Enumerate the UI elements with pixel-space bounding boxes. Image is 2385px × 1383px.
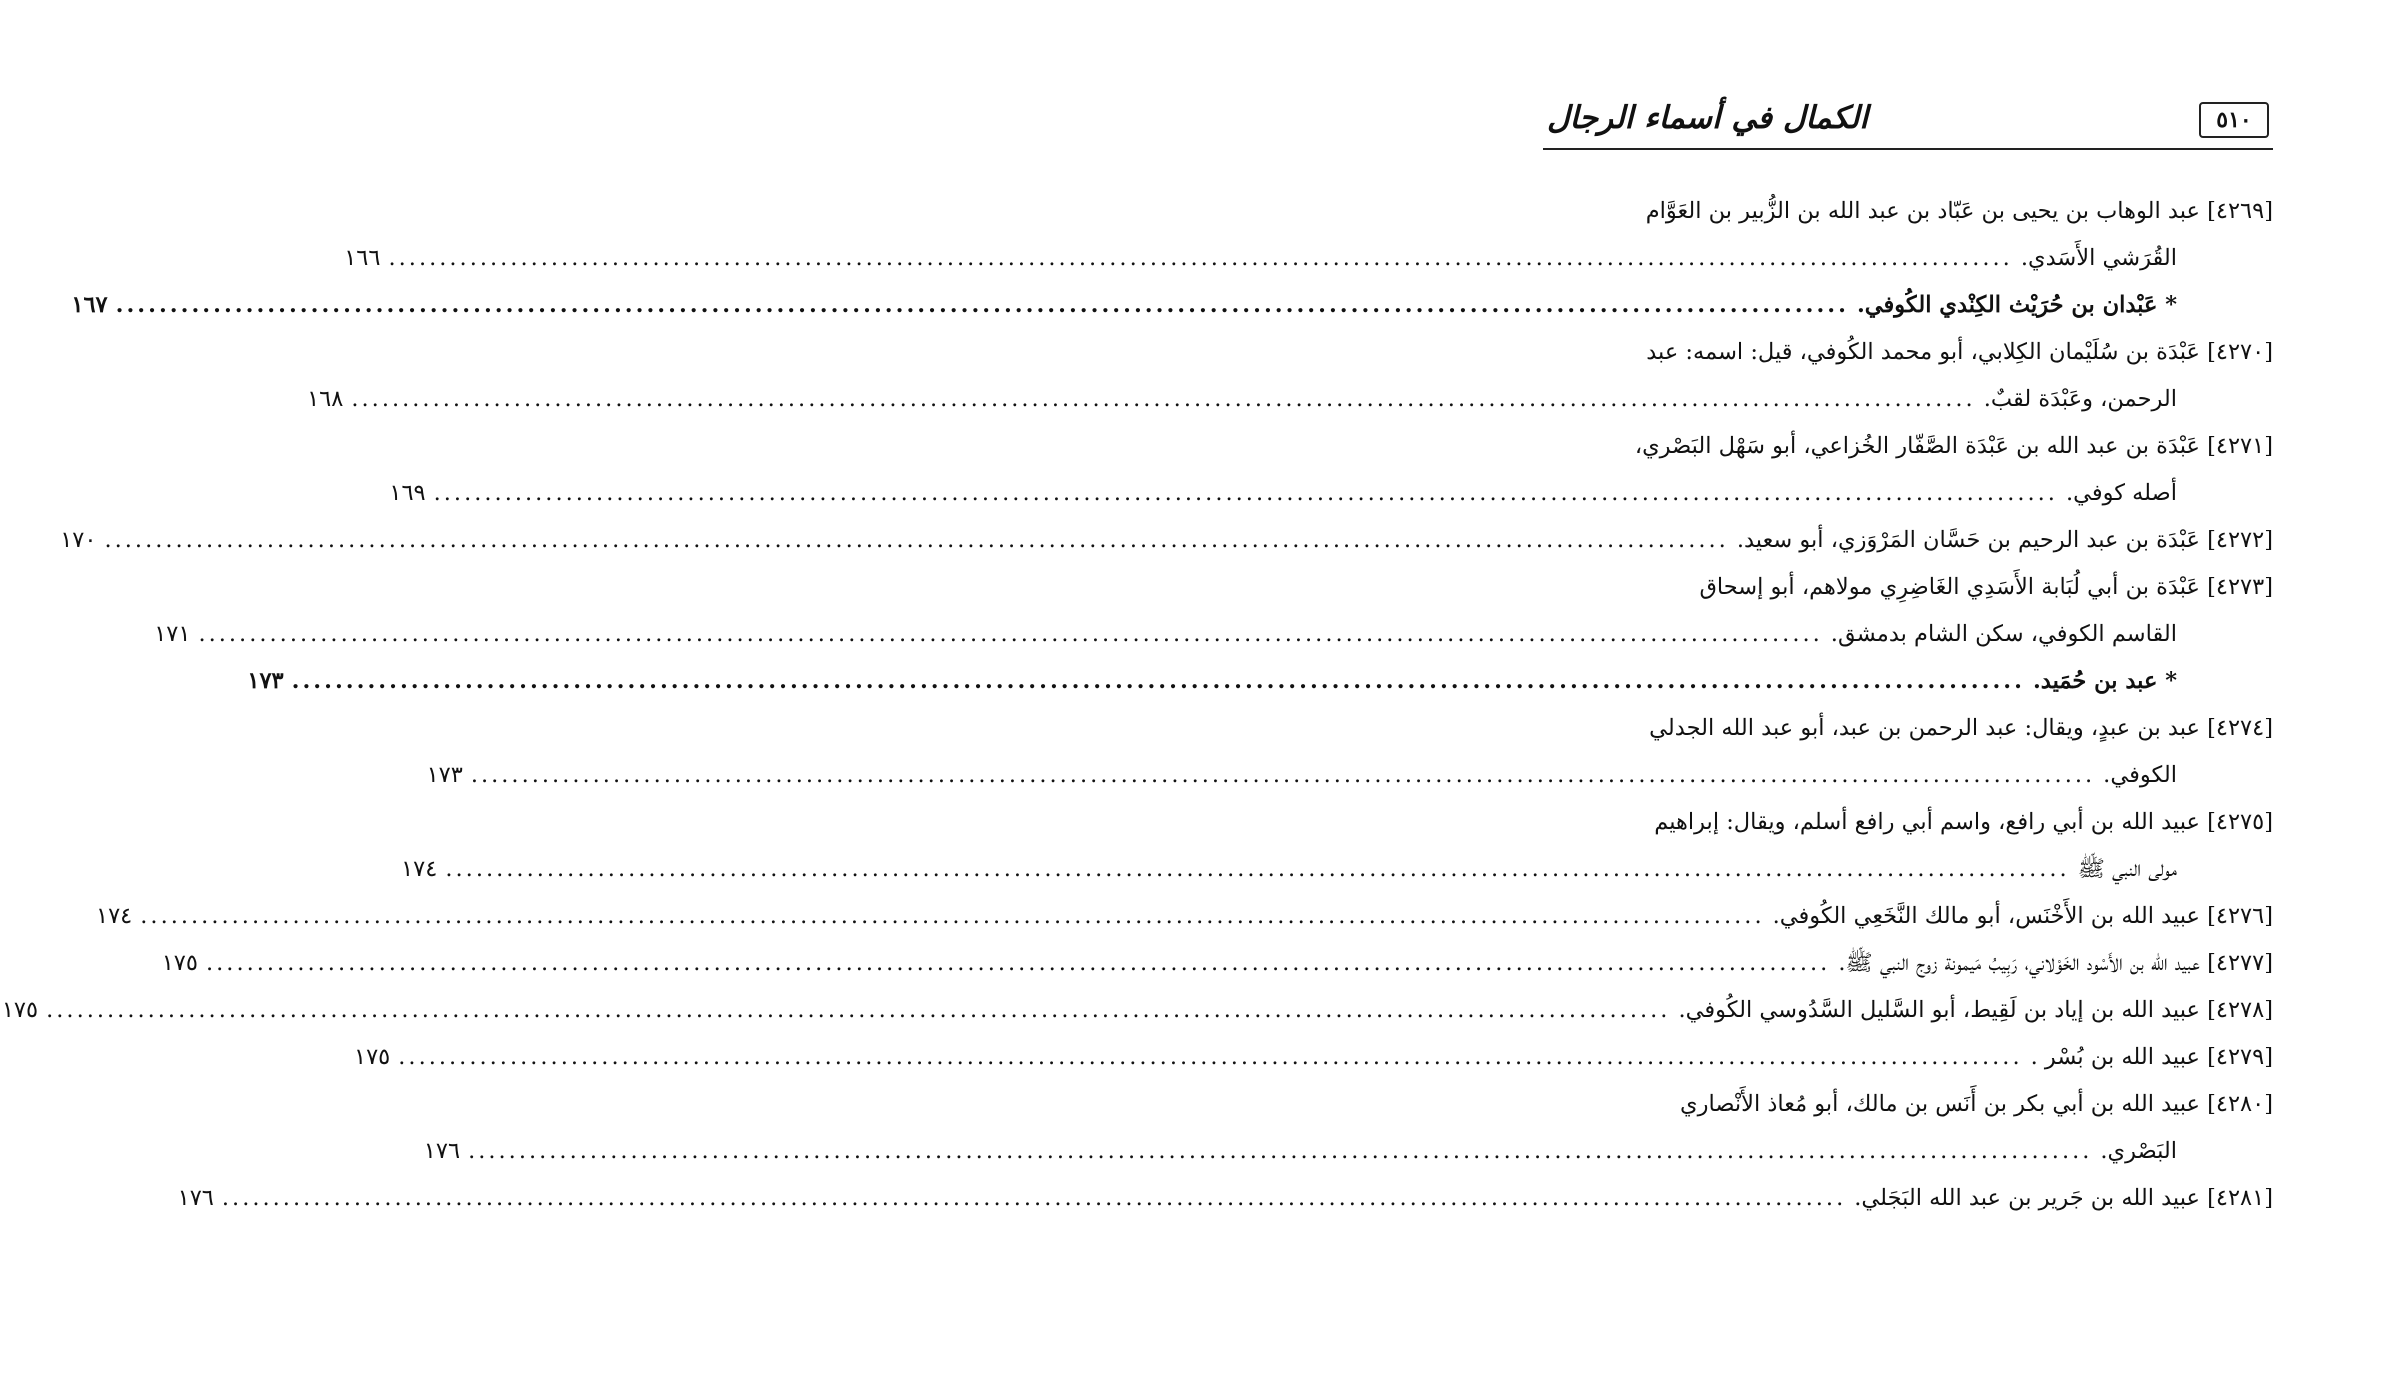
index-line — [1531, 564, 2273, 611]
leader-dots: ................................................................................................................................................................ — [398, 1044, 2023, 1070]
entry-text: * عَبْدان بن حُرَيْث الكِنْدي الكُوفي. — [1856, 292, 2177, 318]
page-number-box — [2199, 102, 2269, 138]
header-rule — [1543, 148, 2273, 150]
entry-text: الرحمن، وعَبْدَة لقبٌ. — [1983, 386, 2177, 412]
entry-text: * عبد بن حُمَيد. — [2032, 668, 2177, 694]
entry-text: [٤٢٧٨] عبيد الله بن إياد بن لَقِيط، أبو السَّليل السَّدُوسي الكُوفي. — [1678, 997, 2273, 1023]
entry-text: [٤٢٧٧] عبيد الله بن الأَسْود الخَوْلاني، رَبِيبُ مَيمونة زوج النبي ﷺ. — [1838, 950, 2273, 976]
index-line — [1, 987, 2273, 1034]
index-line — [60, 517, 2273, 564]
leader-dots: ................................................................................................................................................................ — [468, 1138, 2093, 1164]
entry-text: [٤٢٨٠] عبيد الله بن أبي بكر بن أَنَس بن مالك، أبو مُعاذ الأَنْصاري — [1680, 1091, 2273, 1117]
leader-dots: ................................................................................................................................................................ — [104, 527, 1729, 553]
page-ref: ١٦٧ — [71, 292, 108, 318]
index-line — [154, 611, 2273, 658]
page-ref: ١٧٣ — [247, 668, 284, 694]
leader-dots: ................................................................................................................................................................ — [291, 668, 2025, 694]
entry-text: [٤٢٧٢] عَبْدَة بن عبد الرحيم بن حَسَّان المَرْوَزي، أبو سعيد. — [1736, 527, 2273, 553]
page-ref: ١٧٠ — [60, 527, 97, 553]
page-ref: ١٧٤ — [96, 903, 133, 929]
page-ref: ١٧٤ — [401, 856, 438, 882]
entry-text: [٤٢٧٦] عبيد الله بن الأَخْنَس، أبو مالك النَّخَعِي الكُوفي. — [1772, 903, 2273, 929]
leader-dots: ................................................................................................................................................................ — [433, 480, 2058, 506]
page-ref: ١٧٦ — [177, 1185, 214, 1211]
index-line — [1531, 329, 2273, 376]
index-line — [389, 470, 2273, 517]
entry-text: أصله كوفي. — [2065, 480, 2177, 506]
leader-dots: ................................................................................................................................................................ — [46, 997, 1671, 1023]
leader-dots: ................................................................................................................................................................ — [198, 621, 1823, 647]
entry-text: [٤٢٧٩] عبيد الله بن بُسْر . — [2030, 1044, 2273, 1070]
leader-dots: ................................................................................................................................................................ — [470, 762, 2096, 788]
leader-dots: ................................................................................................................................................................ — [388, 245, 2013, 271]
entry-text: القاسم الكوفي، سكن الشام بدمشق. — [1830, 621, 2177, 647]
entry-text: [٤٢٧٥] عبيد الله بن أبي رافع، واسم أبي رافع أسلم، ويقال: إبراهيم — [1654, 809, 2273, 835]
entry-text: القُرَشي الأَسَدي. — [2020, 245, 2177, 271]
leader-dots: ................................................................................................................................................................ — [115, 292, 1849, 318]
page-ref: ١٧٥ — [161, 950, 198, 976]
index-line — [401, 846, 2273, 893]
index-line — [177, 1175, 2273, 1222]
index-line — [1531, 799, 2273, 846]
index-line — [71, 282, 2273, 329]
page-ref: ١٦٩ — [389, 480, 426, 506]
page-number: ٥١٠ — [2216, 107, 2252, 133]
index-line — [247, 658, 2273, 705]
page-header — [1543, 88, 2273, 150]
page-ref: ١٧١ — [154, 621, 191, 647]
leader-dots: ................................................................................................................................................................ — [205, 950, 1831, 976]
index-line — [423, 1128, 2273, 1175]
index-line — [426, 752, 2273, 799]
page-ref: ١٦٦ — [344, 245, 381, 271]
index-line — [354, 1034, 2273, 1081]
entry-text: [٤٢٨١] عبيد الله بن جَرير بن عبد الله البَجَلي. — [1854, 1185, 2273, 1211]
entry-text: [٤٢٦٩] عبد الوهاب بن يحيى بن عَبّاد بن عبد الله بن الزُّبير بن العَوَّام — [1645, 198, 2273, 224]
index-line — [1531, 423, 2273, 470]
entry-text: [٤٢٧٠] عَبْدَة بن سُلَيْمان الكِلابي، أبو محمد الكُوفي، قيل: اسمه: عبد — [1646, 339, 2273, 365]
page-ref: ١٧٥ — [1, 997, 39, 1023]
index-line — [96, 893, 2273, 940]
entry-text: [٤٢٧٣] عَبْدَة بن أبي لُبَابة الأَسَدِي الغَاضِرِي مولاهم، أبو إسحاق — [1699, 574, 2273, 600]
index-line — [1531, 705, 2273, 752]
entry-text: [٤٢٧١] عَبْدَة بن عبد الله بن عَبْدَة الصَّفّار الخُزاعي، أبو سَهْل البَصْري، — [1634, 433, 2273, 459]
index-line — [161, 940, 2273, 987]
index-line — [307, 376, 2273, 423]
leader-dots: ................................................................................................................................................................ — [351, 386, 1976, 412]
entry-text: مولى النبي ﷺ — [2077, 856, 2177, 882]
entry-text: الكوفي. — [2103, 762, 2177, 788]
index-line — [1531, 1081, 2273, 1128]
index-line — [344, 235, 2273, 282]
page-ref: ١٧٣ — [426, 762, 463, 788]
index-entries — [1, 188, 2273, 1222]
entry-text: [٤٢٧٤] عبد بن عبدٍ، ويقال: عبد الرحمن بن عبد، أبو عبد الله الجدلي — [1649, 715, 2273, 741]
leader-dots: ................................................................................................................................................................ — [221, 1185, 1847, 1211]
entry-text: البَصْري. — [2100, 1138, 2177, 1164]
page-ref: ١٧٥ — [354, 1044, 391, 1070]
index-line — [1531, 188, 2273, 235]
page-ref: ١٦٨ — [307, 386, 344, 412]
page-ref: ١٧٦ — [423, 1138, 461, 1164]
leader-dots: ................................................................................................................................................................ — [445, 856, 2070, 882]
leader-dots: ................................................................................................................................................................ — [140, 903, 1765, 929]
book-title: الكمال في أسماء الرجال — [1547, 100, 1868, 136]
